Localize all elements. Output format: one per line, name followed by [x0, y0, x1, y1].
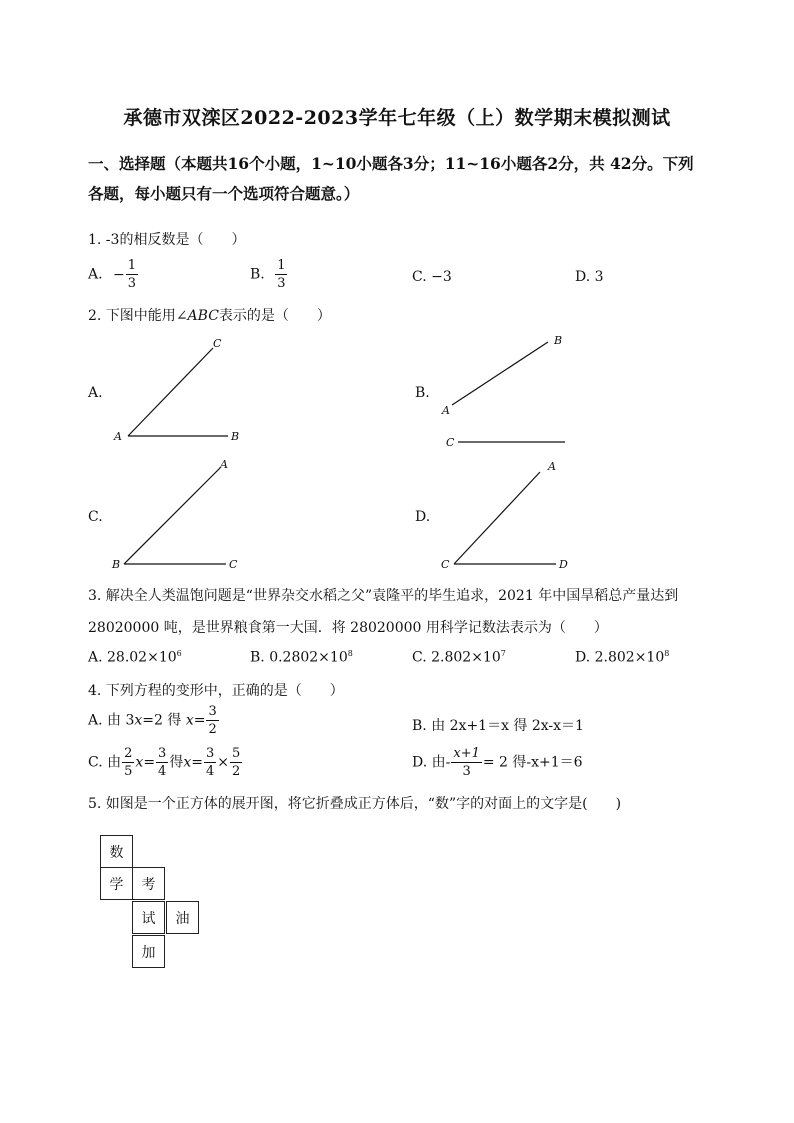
- q4-c-f4-num: 5: [231, 746, 241, 761]
- q2-figure-b: [440, 330, 580, 450]
- q2-figure-d: [440, 456, 580, 574]
- q1-b-label: B.: [250, 266, 265, 283]
- q3-a-exp: 6: [176, 649, 182, 658]
- q4-c-f1-num: 2: [124, 746, 133, 761]
- q3-c-text: C. 2.802×10: [412, 649, 501, 666]
- q4-a-num: 3: [208, 704, 217, 719]
- q4-c-times: ×: [217, 754, 229, 771]
- q4-c-fraction-4: [230, 747, 242, 778]
- q3-option-a[interactable]: [88, 649, 182, 666]
- q1-a-num: 1: [127, 258, 137, 273]
- q1-a-label: A.: [88, 266, 103, 283]
- q4-option-b[interactable]: B. 由 2x+1＝x 得 2x-x＝1: [412, 718, 584, 734]
- q4-c-f2-den: 4: [158, 764, 167, 779]
- q2-fig-a-point-1: C: [213, 337, 222, 350]
- q4-option-c[interactable]: [88, 747, 243, 778]
- q4-c-f3-num: 3: [205, 746, 215, 761]
- q4-c-f3-den: 4: [205, 764, 215, 779]
- q4-a-fraction: [206, 705, 218, 736]
- q4-a-den: 2: [208, 722, 217, 737]
- q4-d-suffix: = 2 得-x+1＝6: [482, 754, 583, 771]
- q1-stem: 1. -3的相反数是（ ）: [88, 232, 246, 248]
- q2-stem-angle: ∠ABC: [175, 308, 219, 324]
- q2-fig-a-point-2: A: [114, 430, 122, 443]
- q3-option-b[interactable]: [250, 649, 353, 666]
- cube-net-cell-4: 试: [132, 901, 165, 934]
- q2-fig-d-point-3: D: [559, 558, 568, 571]
- q3-option-c[interactable]: [412, 649, 506, 666]
- q4-c-var2: x: [183, 754, 192, 771]
- section-heading-line2: 各题，每小题只有一个选项符合题意。）: [88, 184, 360, 203]
- q1-option-c[interactable]: C. −3: [412, 269, 452, 285]
- q2-option-c-label[interactable]: C.: [88, 509, 103, 525]
- q4-c-eq2: =: [191, 754, 203, 771]
- q2-fig-c-point-1: A: [220, 458, 228, 471]
- q1-a-fraction: [126, 259, 138, 290]
- q4-a-eq: =: [193, 712, 206, 729]
- q2-fig-b-point-2: A: [442, 404, 450, 417]
- cube-net-cell-5: 油: [166, 901, 199, 934]
- q3-d-exp: 8: [664, 649, 670, 658]
- q2-option-b-label[interactable]: B.: [415, 385, 430, 401]
- q4-a-prefix: A. 由 3: [88, 712, 135, 729]
- page-title: 承德市双滦区2022-2023学年七年级（上）数学期末模拟测试: [123, 107, 671, 129]
- q1-b-den: 3: [277, 276, 286, 291]
- q1-a-den: 3: [127, 276, 137, 291]
- q1-option-a[interactable]: [88, 259, 139, 290]
- q4-option-d[interactable]: [412, 747, 583, 778]
- q2-stem-suffix: 表示的是（ ）: [218, 308, 331, 324]
- q3-a-text: A. 28.02×10: [88, 649, 177, 666]
- q4-d-prefix: D. 由-: [412, 754, 451, 771]
- q4-c-var: x: [135, 754, 144, 771]
- q2-option-d-label[interactable]: D.: [415, 509, 431, 525]
- q2-stem: [88, 305, 331, 325]
- q2-stem-prefix: 2. 下图中能用: [88, 308, 176, 324]
- q3-b-exp: 8: [347, 649, 353, 658]
- cube-net-cell-6: 加: [132, 935, 165, 968]
- q1-b-fraction: [275, 259, 287, 290]
- q2-fig-d-point-2: C: [441, 558, 450, 571]
- q5-stem: 5. 如图是一个正方体的展开图，将它折叠成正方体后，“数”字的对面上的文字是( ): [88, 796, 622, 812]
- q4-c-f4-den: 2: [231, 764, 241, 779]
- q4-c-fraction-3: [204, 747, 216, 778]
- q4-stem: 4. 下列方程的变形中，正确的是（ ）: [88, 683, 344, 699]
- q4-a-mid: =2 得: [142, 712, 186, 729]
- q4-c-f1-den: 5: [124, 764, 133, 779]
- q4-c-eq1: =: [143, 754, 156, 771]
- q1-a-sign: −: [113, 266, 125, 283]
- q4-a-var2: x: [185, 712, 194, 729]
- q2-fig-b-point-1: B: [554, 334, 563, 347]
- q3-line1: 3. 解决全人类温饱问题是“世界杂交水稻之父”袁隆平的毕生追求，2021 年中国旱稻总产量达到: [88, 588, 679, 604]
- q2-fig-d-point-1: A: [548, 460, 556, 473]
- cube-net-cell-2: 学: [100, 867, 133, 900]
- q2-option-a-label[interactable]: A.: [88, 385, 103, 401]
- q4-c-fraction-2: [156, 747, 168, 778]
- q4-d-den: 3: [462, 764, 471, 779]
- q4-a-var: x: [134, 712, 143, 729]
- cube-net-cell-3: 考: [132, 867, 165, 900]
- cube-net-cell-1: 数: [100, 835, 133, 868]
- q4-c-mid: 得: [169, 754, 184, 771]
- q1-option-d[interactable]: D. 3: [575, 269, 604, 285]
- q4-c-fraction-1: [122, 747, 134, 778]
- q3-line2: 28020000 吨，是世界粮食第一大国．将 28020000 用科学记数法表示为（ ）: [88, 620, 608, 636]
- q4-option-a[interactable]: [88, 705, 220, 736]
- q2-fig-a-point-3: B: [231, 430, 240, 443]
- q4-d-num: x+1: [453, 746, 480, 761]
- q1-option-b[interactable]: [250, 259, 288, 290]
- q2-figure-c: [108, 456, 248, 574]
- q2-figure-a: [108, 336, 248, 446]
- q4-c-prefix: C. 由: [88, 754, 122, 771]
- q3-d-text: D. 2.802×10: [575, 649, 665, 666]
- q3-c-exp: 7: [500, 649, 506, 658]
- q2-fig-c-point-3: C: [229, 558, 238, 571]
- section-heading-line1: 一、选择题（本题共16个小题，1~10小题各3分；11~16小题各2分，共 42分。下列: [88, 154, 694, 173]
- q4-d-fraction: [451, 747, 482, 778]
- q4-c-f2-num: 3: [158, 746, 167, 761]
- q2-fig-c-point-2: B: [112, 558, 121, 571]
- q3-option-d[interactable]: [575, 649, 669, 666]
- q2-fig-b-point-3: C: [446, 436, 455, 449]
- q3-b-text: B. 0.2802×10: [250, 649, 348, 666]
- q1-b-num: 1: [277, 258, 286, 273]
